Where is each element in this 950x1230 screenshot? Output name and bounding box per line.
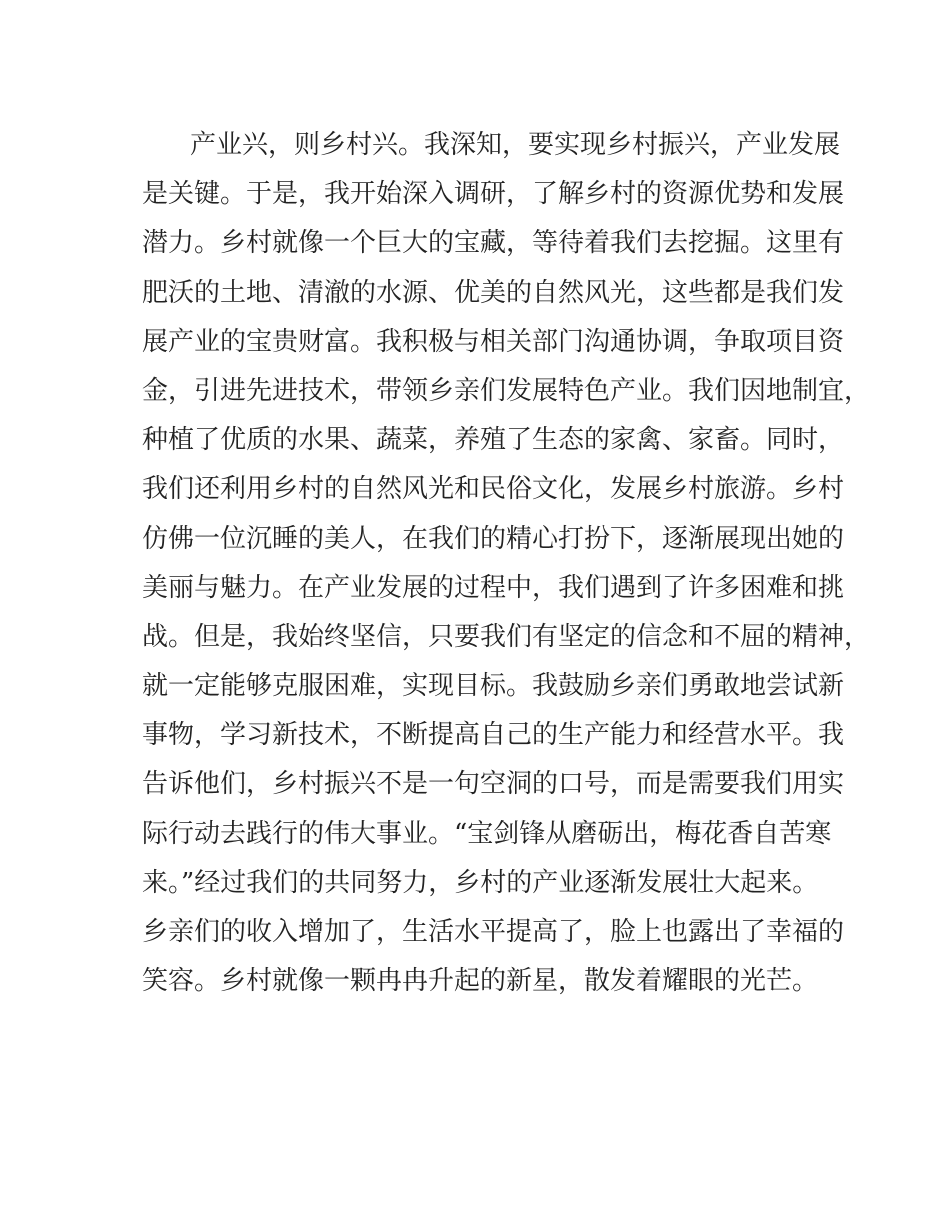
- paragraph-line: 我们还利用乡村的自然风光和民俗文化，发展乡村旅游。乡村: [142, 474, 845, 505]
- paragraph-line: 潜力。乡村就像一个巨大的宝藏，等待着我们去挖掘。这里有: [142, 228, 845, 259]
- paragraph-line: 乡亲们的收入增加了，生活水平提高了，脸上也露出了幸福的: [142, 917, 845, 947]
- paragraph-line: 仿佛一位沉睡的美人，在我们的精心打扮下，逐渐展现出她的: [142, 523, 845, 554]
- paragraph-line: 种植了优质的水果、蔬菜，养殖了生态的家禽、家畜。同时，: [142, 425, 845, 456]
- paragraph-line: 是关键。于是，我开始深入调研，了解乡村的资源优势和发展: [142, 179, 845, 210]
- paragraph-line: 际行动去践行的伟大事业。“宝剑锋从磨砺出，梅花香自苦寒: [142, 818, 832, 849]
- paragraph-line: 告诉他们，乡村振兴不是一句空洞的口号，而是需要我们用实: [142, 769, 845, 800]
- paragraph-line: 笑容。乡村就像一颗冉冉升起的新星，散发着耀眼的光芒。: [142, 966, 819, 997]
- paragraph-line: 美丽与魅力。在产业发展的过程中，我们遇到了许多困难和挑: [142, 572, 845, 603]
- paragraph-line: 产业兴，则乡村兴。我深知，要实现乡村振兴，产业发展: [190, 130, 841, 160]
- paragraph-line: 就一定能够克服困难，实现目标。我鼓励乡亲们勇敢地尝试新: [142, 671, 845, 702]
- paragraph-line: 展产业的宝贵财富。我积极与相关部门沟通协调，争取项目资: [142, 326, 845, 357]
- paragraph-line: 金，引进先进技术，带领乡亲们发展特色产业。我们因地制宜，: [142, 375, 871, 406]
- paragraph: [142, 121, 871, 1006]
- paragraph-line: 肥沃的土地、清澈的水源、优美的自然风光，这些都是我们发: [142, 277, 845, 308]
- paragraph-line: 事物，学习新技术，不断提高自己的生产能力和经营水平。我: [142, 720, 845, 751]
- paragraph-line: 战。但是，我始终坚信，只要我们有坚定的信念和不屈的精神，: [142, 621, 871, 652]
- paragraph-line: 来。”经过我们的共同努力，乡村的产业逐渐发展壮大起来。: [142, 867, 819, 898]
